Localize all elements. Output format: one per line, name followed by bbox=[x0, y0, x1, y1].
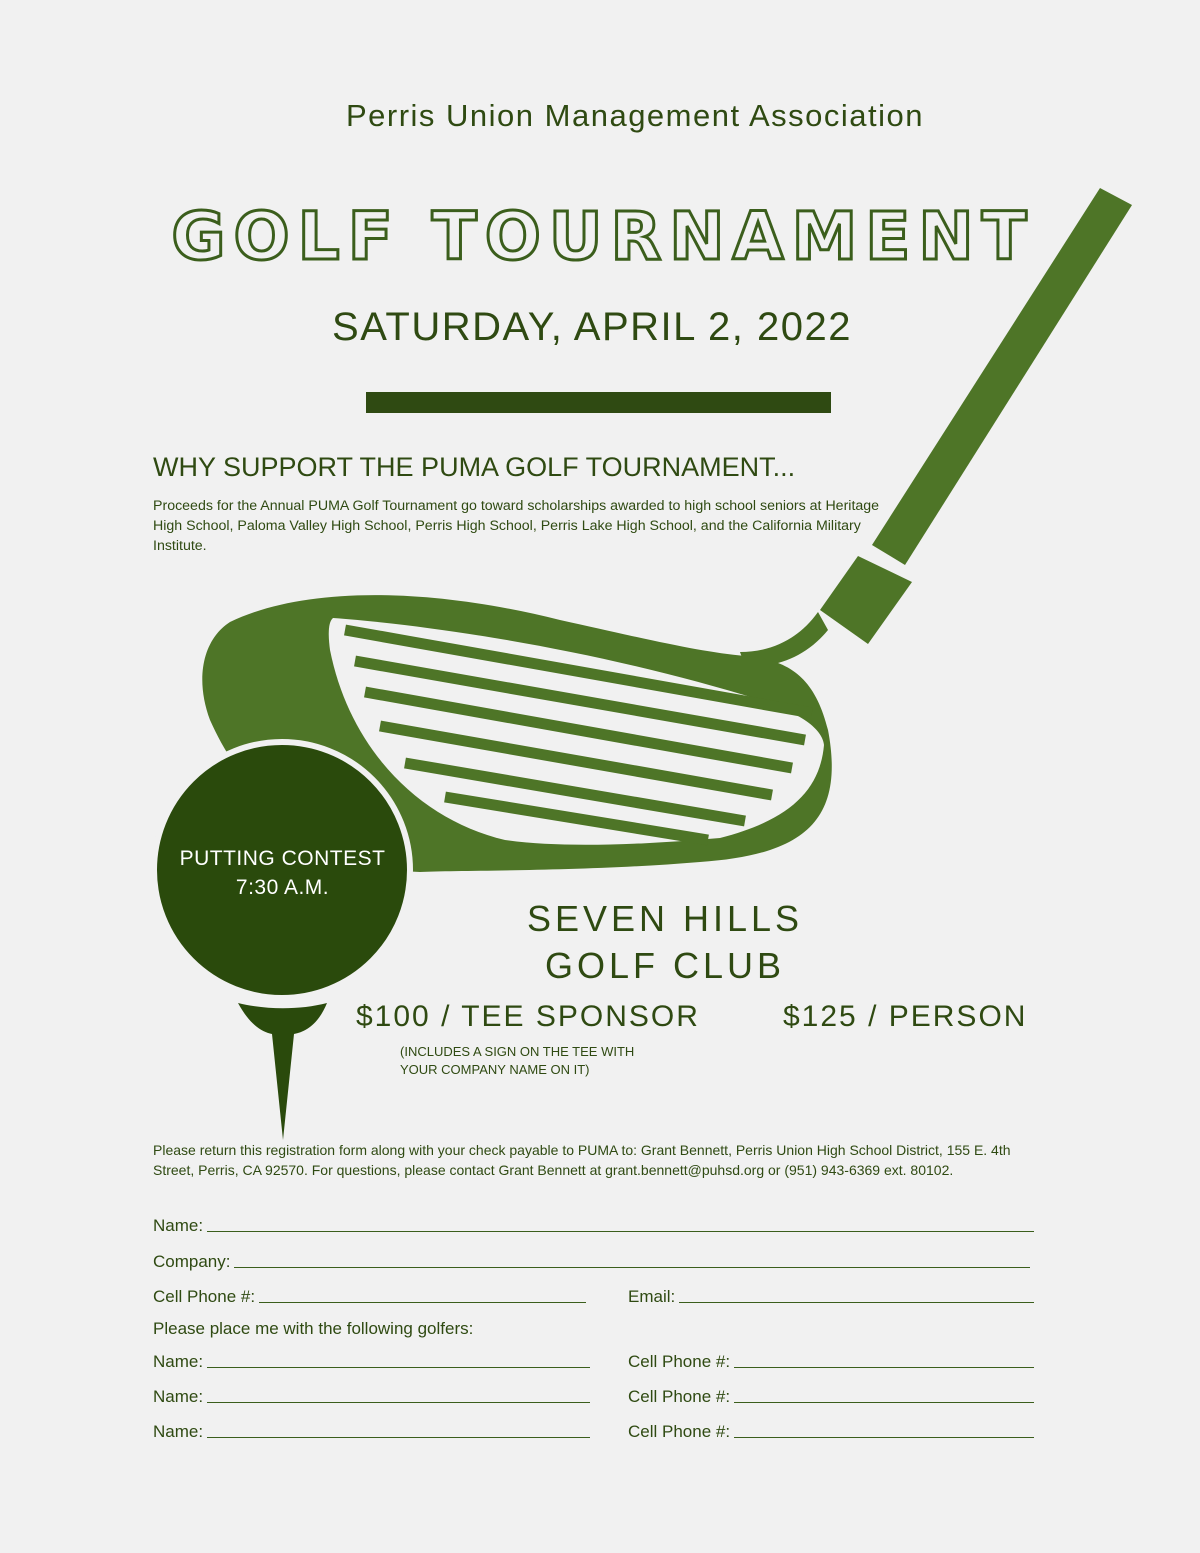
divider bbox=[366, 392, 831, 413]
golfer-cell-line[interactable] bbox=[734, 1402, 1034, 1403]
cell-phone-line[interactable] bbox=[259, 1302, 586, 1303]
golfer-3-cell-field[interactable] bbox=[628, 1420, 1034, 1442]
why-heading: WHY SUPPORT THE PUMA GOLF TOURNAMENT... bbox=[153, 452, 796, 482]
golfer-name-line[interactable] bbox=[207, 1367, 590, 1368]
golfers-label: Please place me with the following golfers: bbox=[153, 1319, 474, 1338]
cell-phone-label: Cell Phone #: bbox=[153, 1287, 256, 1306]
golfer-name-label: Name: bbox=[153, 1422, 204, 1441]
company-label: Company: bbox=[153, 1252, 231, 1271]
cell-phone-field[interactable] bbox=[153, 1285, 586, 1307]
golfer-3-name-field[interactable] bbox=[153, 1420, 590, 1442]
organization-name: Perris Union Management Association bbox=[345, 98, 925, 133]
golfer-1-name-field[interactable] bbox=[153, 1350, 590, 1372]
golfer-cell-line[interactable] bbox=[734, 1367, 1034, 1368]
club-ferrule bbox=[820, 556, 912, 644]
golfer-1-cell-field[interactable] bbox=[628, 1350, 1034, 1372]
golfer-cell-label: Cell Phone #: bbox=[628, 1387, 731, 1406]
name-line[interactable] bbox=[207, 1231, 1034, 1232]
golfer-name-label: Name: bbox=[153, 1387, 204, 1406]
page-title: GOLF TOURNAMENT bbox=[171, 198, 1035, 275]
email-label: Email: bbox=[628, 1287, 676, 1306]
golfer-cell-label: Cell Phone #: bbox=[628, 1422, 731, 1441]
why-body: Proceeds for the Annual PUMA Golf Tournament go toward scholarships awarded to high school seniors at Heritage High School, Paloma Valley High School, Perris High School, Perris Lake High School, and the California Military Institute. bbox=[153, 498, 880, 554]
putting-contest bbox=[155, 844, 410, 902]
name-field[interactable] bbox=[153, 1214, 1034, 1236]
company-line[interactable] bbox=[234, 1267, 1030, 1268]
company-field[interactable] bbox=[153, 1250, 1030, 1272]
event-date: SATURDAY, APRIL 2, 2022 bbox=[332, 305, 852, 349]
putting-contest-time: 7:30 A.M. bbox=[235, 876, 330, 899]
email-field[interactable] bbox=[628, 1285, 1034, 1307]
return-instructions: Please return this registration form along with your check payable to PUMA to: Grant Bennett, Perris Union High School District, 155 E. 4th Street, Perris, CA 92570. For questions, please contact Grant Bennett at grant.bennett@puhsd.org or (951) 943-6369 ext. 80102. bbox=[153, 1142, 1011, 1178]
tee-note-line-2: YOUR COMPANY NAME ON IT) bbox=[400, 1062, 590, 1077]
golf-tee bbox=[238, 1003, 327, 1140]
golfer-name-label: Name: bbox=[153, 1352, 204, 1371]
putting-contest-title: PUTTING CONTEST bbox=[179, 847, 386, 870]
golfer-2-name-field[interactable] bbox=[153, 1385, 590, 1407]
email-line[interactable] bbox=[679, 1302, 1034, 1303]
tee-note-line-1: (INCLUDES A SIGN ON THE TEE WITH bbox=[400, 1044, 635, 1059]
venue-line-1: SEVEN HILLS bbox=[526, 898, 804, 939]
golfer-name-line[interactable] bbox=[207, 1402, 590, 1403]
golfer-2-cell-field[interactable] bbox=[628, 1385, 1034, 1407]
golfer-cell-label: Cell Phone #: bbox=[628, 1352, 731, 1371]
golfer-name-line[interactable] bbox=[207, 1437, 590, 1438]
venue-line-2: GOLF CLUB bbox=[544, 945, 786, 986]
tee-sponsor-note bbox=[400, 1043, 634, 1079]
golfer-cell-line[interactable] bbox=[734, 1437, 1034, 1438]
person-price: $125 / PERSON bbox=[783, 1000, 1028, 1033]
venue-name bbox=[480, 895, 850, 989]
tee-sponsor-price: $100 / TEE SPONSOR bbox=[356, 1000, 700, 1033]
name-label: Name: bbox=[153, 1216, 204, 1235]
